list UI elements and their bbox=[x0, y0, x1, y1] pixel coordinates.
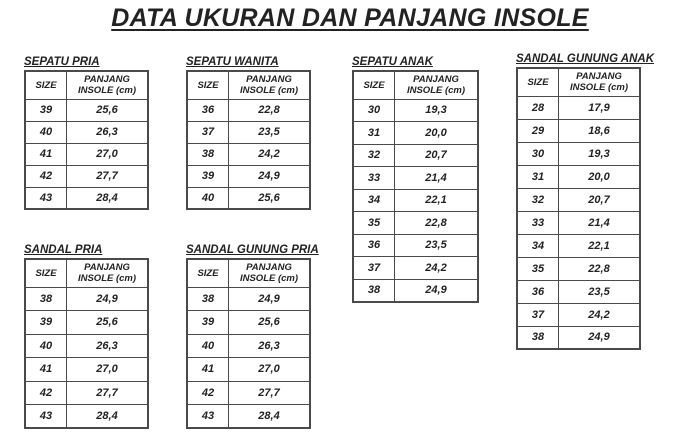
size-cell: 43 bbox=[25, 187, 67, 209]
table-row bbox=[517, 211, 640, 234]
size-column-header: SIZE bbox=[187, 71, 229, 99]
size-column-header: SIZE bbox=[353, 71, 395, 99]
table-row bbox=[25, 334, 148, 358]
size-cell: 39 bbox=[25, 311, 67, 335]
table-row bbox=[517, 257, 640, 280]
size-cell: 33 bbox=[353, 167, 395, 190]
insole-header-line2: INSOLE (cm) bbox=[77, 273, 137, 285]
size-cell: 36 bbox=[517, 280, 559, 303]
table-title: SEPATU WANITA bbox=[186, 56, 279, 68]
table-row bbox=[25, 121, 148, 143]
table-row bbox=[517, 303, 640, 326]
size-cell: 31 bbox=[353, 122, 395, 145]
insole-column-header bbox=[67, 259, 149, 287]
table-row bbox=[25, 165, 148, 187]
size-column-header: SIZE bbox=[187, 259, 229, 287]
insole-header-line2: INSOLE (cm) bbox=[239, 85, 299, 97]
size-cell: 43 bbox=[25, 405, 67, 429]
table-header-row bbox=[25, 259, 148, 287]
insole-cell: 28,4 bbox=[229, 405, 311, 429]
insole-cell: 20,0 bbox=[395, 122, 479, 145]
size-cell: 29 bbox=[517, 119, 559, 142]
size-cell: 31 bbox=[517, 165, 559, 188]
insole-header-line1: PANJANG bbox=[413, 74, 459, 86]
table-row bbox=[517, 96, 640, 119]
insole-cell: 26,3 bbox=[67, 334, 149, 358]
size-cell: 32 bbox=[353, 144, 395, 167]
size-cell: 42 bbox=[25, 381, 67, 405]
table-row bbox=[187, 187, 310, 209]
table-row bbox=[187, 405, 310, 429]
insole-cell: 18,6 bbox=[559, 119, 641, 142]
size-cell: 39 bbox=[25, 99, 67, 121]
size-cell: 38 bbox=[187, 287, 229, 311]
table-header-row bbox=[517, 68, 640, 96]
insole-cell: 24,9 bbox=[229, 287, 311, 311]
table-row bbox=[353, 234, 478, 257]
table-row bbox=[187, 165, 310, 187]
size-cell: 40 bbox=[25, 334, 67, 358]
table-title: SANDAL GUNUNG ANAK bbox=[516, 53, 654, 65]
table-title: SANDAL GUNUNG PRIA bbox=[186, 244, 319, 256]
size-cell: 36 bbox=[353, 234, 395, 257]
size-cell: 35 bbox=[353, 212, 395, 235]
size-cell: 37 bbox=[517, 303, 559, 326]
size-cell: 39 bbox=[187, 311, 229, 335]
page-title: DATA UKURAN DAN PANJANG INSOLE bbox=[111, 4, 589, 32]
insole-cell: 22,1 bbox=[395, 189, 479, 212]
table-title: SEPATU ANAK bbox=[352, 56, 433, 68]
table-row bbox=[353, 189, 478, 212]
insole-column-header bbox=[67, 71, 149, 99]
table-row bbox=[353, 122, 478, 145]
size-table bbox=[24, 258, 149, 429]
insole-cell: 23,5 bbox=[229, 121, 311, 143]
insole-header-line2: INSOLE (cm) bbox=[239, 273, 299, 285]
table-row bbox=[187, 143, 310, 165]
table-row bbox=[353, 279, 478, 302]
table-row bbox=[353, 212, 478, 235]
insole-cell: 21,4 bbox=[559, 211, 641, 234]
table-row bbox=[187, 334, 310, 358]
table-header-row bbox=[353, 71, 478, 99]
table-section-sandal-gunung-anak bbox=[516, 52, 654, 350]
table-row bbox=[353, 99, 478, 122]
table-section-sepatu-pria bbox=[24, 55, 149, 210]
insole-cell: 28,4 bbox=[67, 187, 149, 209]
insole-cell: 27,0 bbox=[67, 358, 149, 382]
size-cell: 40 bbox=[187, 187, 229, 209]
size-cell: 32 bbox=[517, 188, 559, 211]
size-cell: 33 bbox=[517, 211, 559, 234]
table-row bbox=[353, 144, 478, 167]
size-cell: 41 bbox=[25, 358, 67, 382]
size-cell: 38 bbox=[25, 287, 67, 311]
table-row bbox=[353, 257, 478, 280]
insole-column-header bbox=[559, 68, 641, 96]
insole-column-header bbox=[229, 259, 311, 287]
size-column-header: SIZE bbox=[25, 259, 67, 287]
size-cell: 40 bbox=[25, 121, 67, 143]
size-cell: 30 bbox=[353, 99, 395, 122]
size-table bbox=[186, 258, 311, 429]
insole-cell: 27,7 bbox=[67, 165, 149, 187]
insole-cell: 24,2 bbox=[229, 143, 311, 165]
size-cell: 38 bbox=[353, 279, 395, 302]
table-row bbox=[187, 287, 310, 311]
insole-header-line2: INSOLE (cm) bbox=[569, 82, 629, 94]
table-row bbox=[517, 188, 640, 211]
table-row bbox=[517, 165, 640, 188]
size-table bbox=[516, 67, 641, 350]
table-row bbox=[517, 119, 640, 142]
size-cell: 35 bbox=[517, 257, 559, 280]
insole-cell: 17,9 bbox=[559, 96, 641, 119]
table-section-sandal-pria bbox=[24, 243, 149, 429]
insole-cell: 19,3 bbox=[559, 142, 641, 165]
size-cell: 34 bbox=[353, 189, 395, 212]
table-row bbox=[25, 187, 148, 209]
size-cell: 28 bbox=[517, 96, 559, 119]
size-cell: 42 bbox=[187, 381, 229, 405]
size-cell: 37 bbox=[353, 257, 395, 280]
size-table bbox=[186, 70, 311, 210]
insole-cell: 24,9 bbox=[395, 279, 479, 302]
insole-cell: 28,4 bbox=[67, 405, 149, 429]
insole-header-line2: INSOLE (cm) bbox=[77, 85, 137, 97]
table-row bbox=[517, 234, 640, 257]
table-header-row bbox=[187, 259, 310, 287]
table-row bbox=[25, 143, 148, 165]
insole-column-header bbox=[395, 71, 479, 99]
insole-cell: 25,6 bbox=[67, 99, 149, 121]
size-column-header: SIZE bbox=[25, 71, 67, 99]
table-row bbox=[25, 287, 148, 311]
insole-cell: 24,2 bbox=[559, 303, 641, 326]
insole-cell: 24,9 bbox=[67, 287, 149, 311]
size-table bbox=[352, 70, 479, 303]
size-table bbox=[24, 70, 149, 210]
table-row bbox=[187, 311, 310, 335]
table-section-sandal-gunung-pria bbox=[186, 243, 319, 429]
table-row bbox=[517, 142, 640, 165]
insole-header-line1: PANJANG bbox=[84, 262, 130, 274]
insole-cell: 26,3 bbox=[67, 121, 149, 143]
insole-header-line1: PANJANG bbox=[246, 74, 292, 86]
table-row bbox=[187, 381, 310, 405]
size-cell: 30 bbox=[517, 142, 559, 165]
insole-cell: 20,7 bbox=[395, 144, 479, 167]
size-cell: 40 bbox=[187, 334, 229, 358]
table-row bbox=[187, 99, 310, 121]
insole-cell: 20,7 bbox=[559, 188, 641, 211]
size-cell: 38 bbox=[517, 326, 559, 349]
table-title: SANDAL PRIA bbox=[24, 244, 103, 256]
insole-cell: 22,8 bbox=[229, 99, 311, 121]
insole-cell: 25,6 bbox=[229, 187, 311, 209]
insole-cell: 24,9 bbox=[229, 165, 311, 187]
insole-cell: 24,9 bbox=[559, 326, 641, 349]
size-column-header: SIZE bbox=[517, 68, 559, 96]
insole-cell: 21,4 bbox=[395, 167, 479, 190]
insole-cell: 22,1 bbox=[559, 234, 641, 257]
table-section-sepatu-wanita bbox=[186, 55, 311, 210]
size-cell: 37 bbox=[187, 121, 229, 143]
table-header-row bbox=[187, 71, 310, 99]
table-row bbox=[25, 311, 148, 335]
insole-header-line2: INSOLE (cm) bbox=[406, 85, 466, 97]
insole-cell: 27,7 bbox=[229, 381, 311, 405]
table-row bbox=[187, 121, 310, 143]
table-row bbox=[517, 326, 640, 349]
insole-cell: 27,0 bbox=[229, 358, 311, 382]
size-cell: 42 bbox=[25, 165, 67, 187]
table-row bbox=[25, 381, 148, 405]
table-row bbox=[25, 358, 148, 382]
table-row bbox=[25, 99, 148, 121]
insole-cell: 19,3 bbox=[395, 99, 479, 122]
size-cell: 41 bbox=[25, 143, 67, 165]
insole-header-line1: PANJANG bbox=[246, 262, 292, 274]
insole-column-header bbox=[229, 71, 311, 99]
insole-cell: 22,8 bbox=[395, 212, 479, 235]
table-row bbox=[25, 405, 148, 429]
insole-cell: 25,6 bbox=[67, 311, 149, 335]
table-row bbox=[353, 167, 478, 190]
size-cell: 34 bbox=[517, 234, 559, 257]
table-header-row bbox=[25, 71, 148, 99]
size-cell: 43 bbox=[187, 405, 229, 429]
size-cell: 36 bbox=[187, 99, 229, 121]
insole-cell: 26,3 bbox=[229, 334, 311, 358]
insole-cell: 24,2 bbox=[395, 257, 479, 280]
insole-cell: 27,7 bbox=[67, 381, 149, 405]
insole-header-line1: PANJANG bbox=[576, 71, 622, 83]
size-cell: 39 bbox=[187, 165, 229, 187]
insole-cell: 25,6 bbox=[229, 311, 311, 335]
insole-cell: 23,5 bbox=[395, 234, 479, 257]
insole-cell: 22,8 bbox=[559, 257, 641, 280]
table-section-sepatu-anak bbox=[352, 55, 479, 303]
table-row bbox=[517, 280, 640, 303]
insole-cell: 20,0 bbox=[559, 165, 641, 188]
table-row bbox=[187, 358, 310, 382]
insole-header-line1: PANJANG bbox=[84, 74, 130, 86]
insole-cell: 23,5 bbox=[559, 280, 641, 303]
size-cell: 41 bbox=[187, 358, 229, 382]
table-title: SEPATU PRIA bbox=[24, 56, 100, 68]
size-cell: 38 bbox=[187, 143, 229, 165]
insole-cell: 27,0 bbox=[67, 143, 149, 165]
